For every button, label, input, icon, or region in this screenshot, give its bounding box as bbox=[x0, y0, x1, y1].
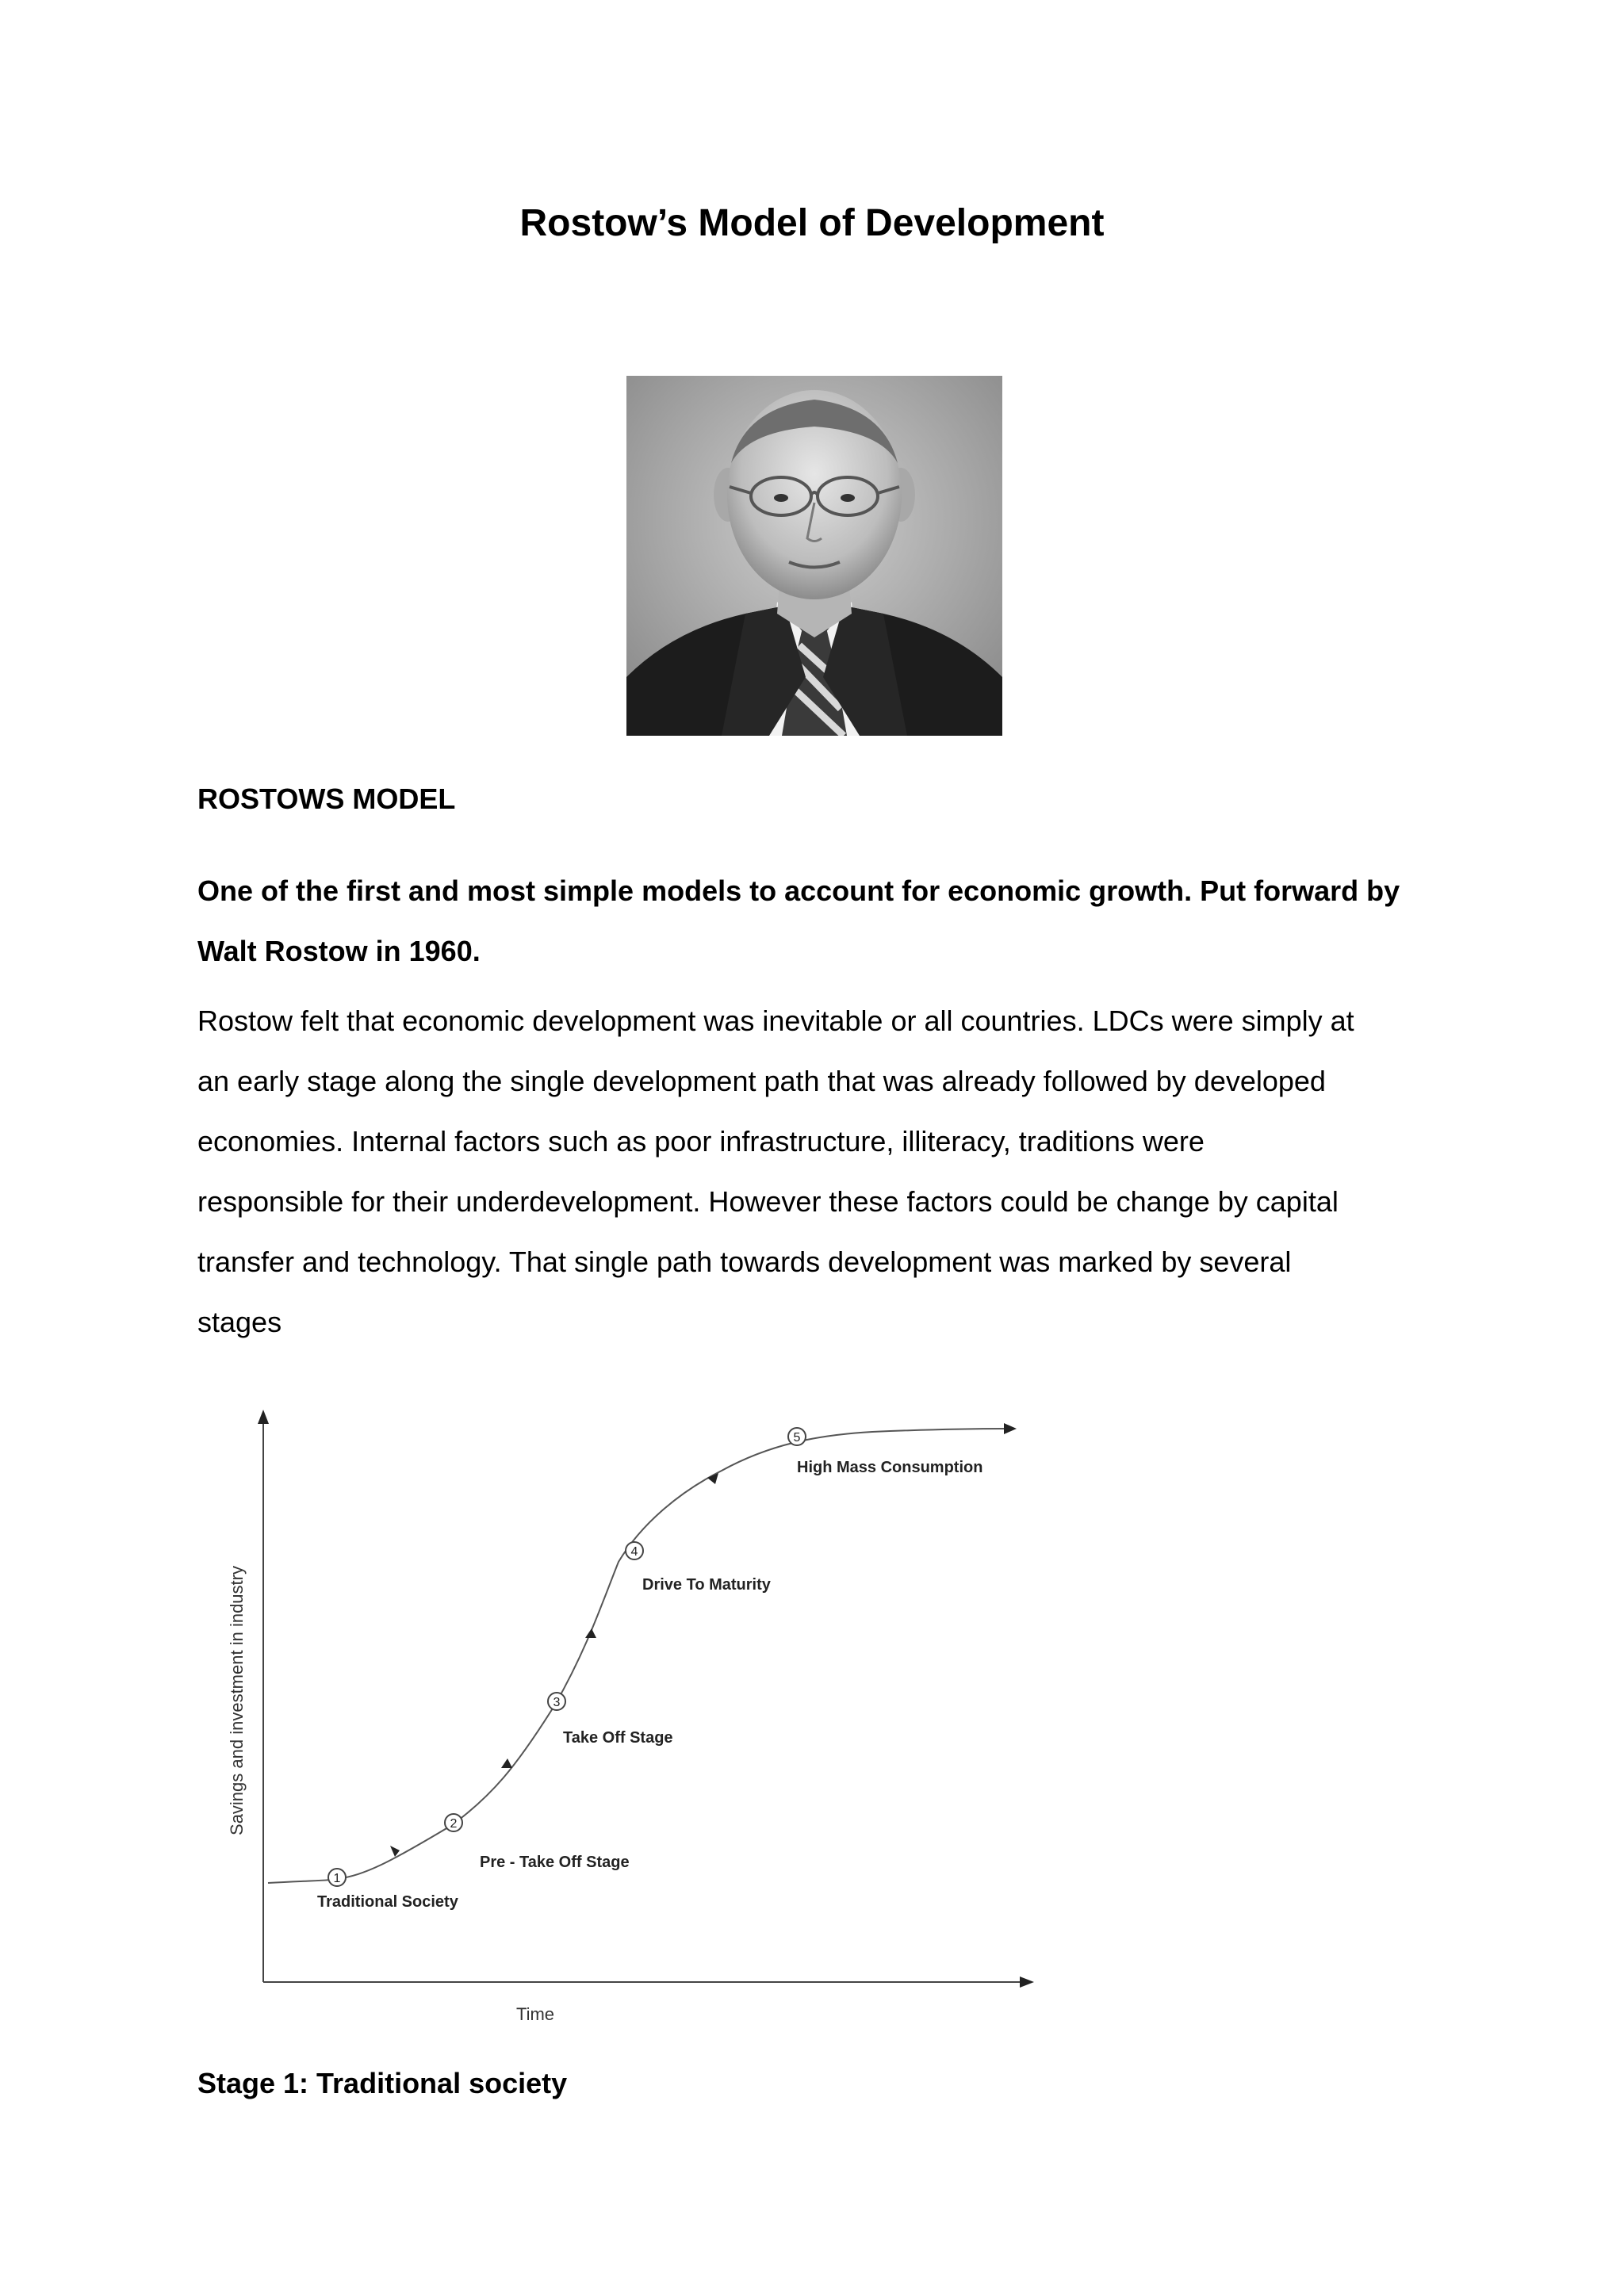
stage-label: Drive To Maturity bbox=[642, 1576, 771, 1594]
stage-number: 4 bbox=[630, 1545, 638, 1559]
body-line: stages bbox=[197, 1306, 282, 1338]
intro-line: Walt Rostow in 1960. bbox=[197, 935, 481, 967]
stage-label: Pre - Take Off Stage bbox=[480, 1854, 630, 1871]
body-line: an early stage along the single development path that was already followed by developed bbox=[197, 1065, 1326, 1097]
portrait-photo bbox=[626, 376, 1002, 736]
section-heading: ROSTOWS MODEL bbox=[197, 783, 456, 815]
stage-label: Take Off Stage bbox=[563, 1729, 673, 1747]
stage-number: 5 bbox=[793, 1431, 801, 1445]
stage-number: 3 bbox=[553, 1696, 561, 1709]
y-axis-arrow-icon bbox=[258, 1410, 269, 1424]
stage-marker-2 bbox=[445, 1814, 630, 1871]
curve-arrow-icon bbox=[501, 1758, 512, 1768]
intro-line: One of the first and most simple models to account for economic growth. Put forward by bbox=[197, 874, 1400, 907]
stage-1-heading: Stage 1: Traditional society bbox=[197, 2067, 568, 2099]
body-line: transfer and technology. That single path towards development was marked by several bbox=[197, 1246, 1292, 1278]
curve-arrow-icon bbox=[585, 1628, 596, 1638]
body-paragraph bbox=[197, 991, 1442, 1353]
y-axis-label: Savings and investment in industry bbox=[227, 1566, 247, 1835]
body-line: responsible for their underdevelopment. However these factors could be change by capital bbox=[197, 1185, 1339, 1218]
document-title: Rostow’s Model of Development bbox=[519, 202, 1105, 244]
rostow-stages-diagram bbox=[214, 1395, 1039, 2030]
stage-number: 2 bbox=[450, 1817, 458, 1831]
curve-arrow-icon bbox=[390, 1846, 400, 1857]
stage-number: 1 bbox=[333, 1872, 341, 1885]
x-axis-label: Time bbox=[515, 2004, 555, 2024]
x-axis-arrow-icon bbox=[1020, 1976, 1034, 1988]
body-line: Rostow felt that economic development was inevitable or all countries. LDCs were simply at bbox=[197, 1004, 1354, 1037]
stage-marker-1 bbox=[317, 1869, 459, 1911]
development-curve bbox=[268, 1429, 1007, 1883]
stage-label: High Mass Consumption bbox=[797, 1459, 983, 1476]
stage-marker-3 bbox=[548, 1693, 673, 1747]
stage-marker-4 bbox=[626, 1542, 772, 1594]
body-line: economies. Internal factors such as poor infrastructure, illiteracy, traditions were bbox=[197, 1125, 1205, 1158]
stage-marker-5 bbox=[788, 1428, 982, 1476]
stage-label: Traditional Society bbox=[317, 1893, 458, 1911]
curve-end-arrow-icon bbox=[1004, 1423, 1017, 1434]
intro-paragraph bbox=[197, 861, 1434, 982]
